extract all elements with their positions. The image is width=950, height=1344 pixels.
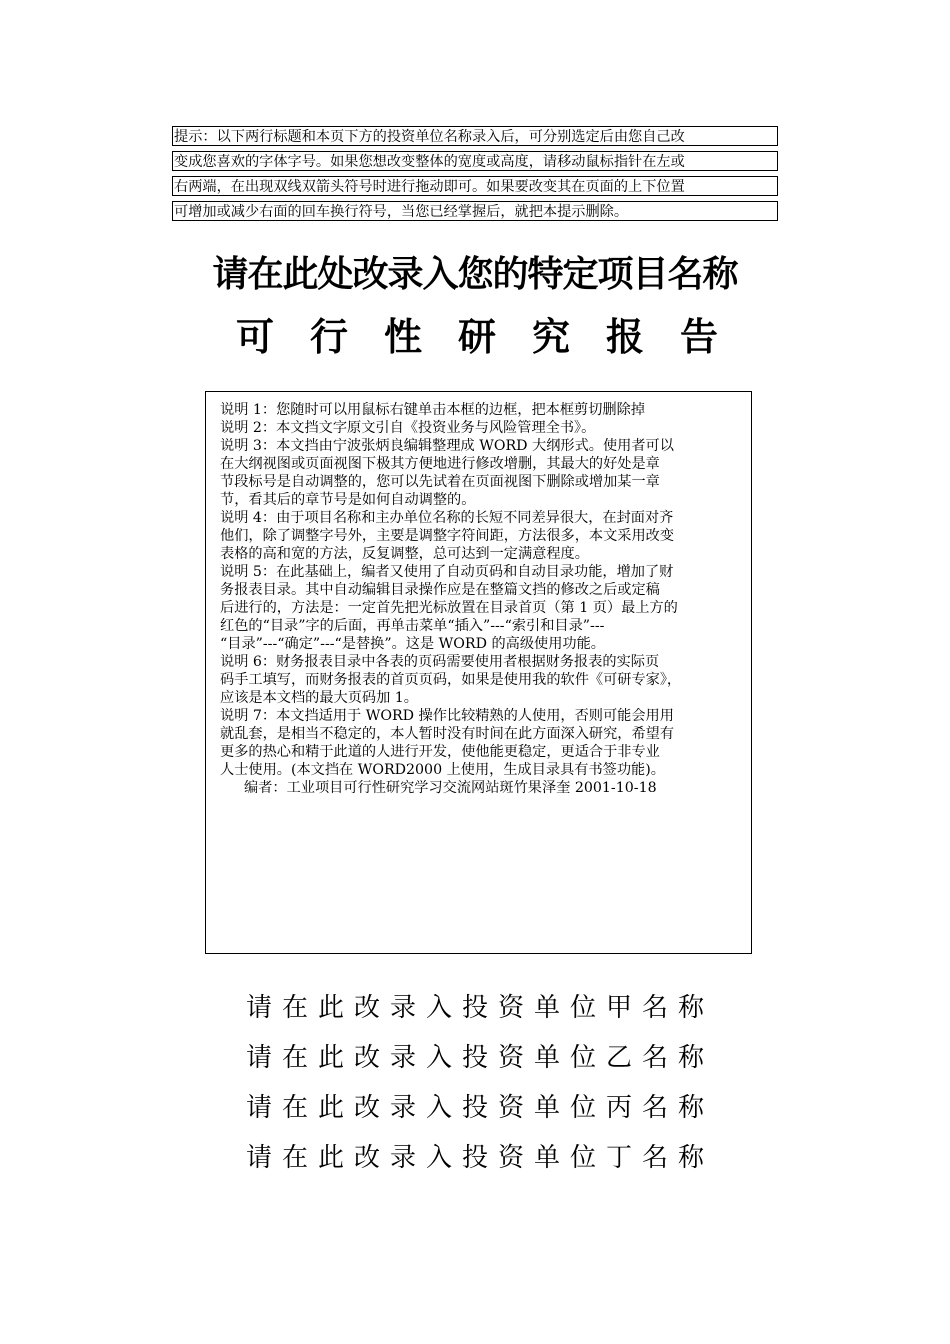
hint-line: 右两端，在出现双线双箭头符号时进行拖动即可。如果要改变其在页面的上下位置 bbox=[172, 176, 778, 196]
note-line: 说明 3：本文挡由宁波张炳良编辑整理成 WORD 大纲形式。使用者可以 bbox=[220, 438, 674, 454]
note-line: 就乱套，是相当不稳定的，本人暂时没有时间在此方面深入研究，希望有 bbox=[220, 726, 675, 742]
investor-name: 请在此改录入投资单位丙名称 bbox=[245, 1093, 714, 1123]
note-line: 红色的“目录”字的后面，再单击菜单“插入”---“索引和目录”--- bbox=[220, 618, 605, 634]
note-line: 在大纲视图或页面视图下极其方便地进行修改增删，其最大的好处是章 bbox=[220, 456, 660, 472]
note-line: 节，看其后的章节号是如何自动调整的。 bbox=[220, 492, 476, 508]
note-line: 后进行的，方法是：一定首先把光标放置在目录首页（第 1 页）最上方的 bbox=[220, 600, 678, 616]
hint-line: 提示：以下两行标题和本页下方的投资单位名称录入后，可分别选定后由您自己改 bbox=[172, 126, 778, 146]
note-line: 务报表目录。其中自动编辑目录操作应是在整篇文挡的修改之后或定稿 bbox=[220, 582, 660, 598]
investor-name: 请在此改录入投资单位丁名称 bbox=[245, 1143, 714, 1173]
note-line: 说明 2：本文挡文字原文引自《投资业务与风险管理全书》。 bbox=[220, 420, 596, 436]
note-line: 更多的热心和精于此道的人进行开发，使他能更稳定，更适合于非专业 bbox=[220, 744, 660, 760]
note-line: 说明 4：由于项目名称和主办单位名称的长短不同差异很大，在封面对齐 bbox=[220, 510, 674, 526]
note-line: 应该是本文档的最大页码加 1。 bbox=[220, 690, 418, 706]
note-line: 说明 1：您随时可以用鼠标右键单击本框的边框，把本框剪切删除掉 bbox=[220, 402, 645, 418]
hint-line: 可增加或减少右面的回车换行符号，当您已经掌握后，就把本提示删除。 bbox=[172, 201, 778, 221]
hint-line: 变成您喜欢的字体字号。如果您想改变整体的宽度或高度，请移动鼠标指针在左或 bbox=[172, 151, 778, 171]
investor-name: 请在此改录入投资单位乙名称 bbox=[245, 1043, 714, 1073]
editor-credit: 编者：工业项目可行性研究学习交流网站斑竹果泽奎 2001-10-18 bbox=[244, 780, 657, 796]
note-line: 人士使用。(本文挡在 WORD2000 上使用，生成目录具有书签功能)。 bbox=[220, 762, 665, 778]
notes-box[interactable] bbox=[205, 391, 752, 954]
investor-name: 请在此改录入投资单位甲名称 bbox=[245, 993, 714, 1023]
report-title: 可行性研究报告 bbox=[235, 315, 754, 359]
note-line: “目录”---“确定”---“是替换”。这是 WORD 的高级使用功能。 bbox=[220, 636, 605, 652]
note-line: 说明 7：本文挡适用于 WORD 操作比较精熟的人使用，否则可能会用用 bbox=[220, 708, 674, 724]
note-line: 说明 5：在此基础上，编者又使用了自动页码和自动目录功能，增加了财 bbox=[220, 564, 674, 580]
note-line: 节段标号是自动调整的，您可以先试着在页面视图下删除或增加某一章 bbox=[220, 474, 660, 490]
project-title: 请在此处改录入您的特定项目名称 bbox=[212, 254, 738, 295]
note-line: 他们，除了调整字号外，主要是调整字符间距，方法很多，本文采用改变 bbox=[220, 528, 675, 544]
note-line: 表格的高和宽的方法，反复调整，总可达到一定满意程度。 bbox=[220, 546, 589, 562]
hint-box bbox=[172, 126, 778, 226]
note-line: 说明 6：财务报表目录中各表的页码需要使用者根据财务报表的实际页 bbox=[220, 654, 660, 670]
investor-list bbox=[0, 983, 950, 1183]
note-line: 码手工填写，而财务报表的首页页码，如果是使用我的软件《可研专家》， bbox=[220, 672, 682, 688]
